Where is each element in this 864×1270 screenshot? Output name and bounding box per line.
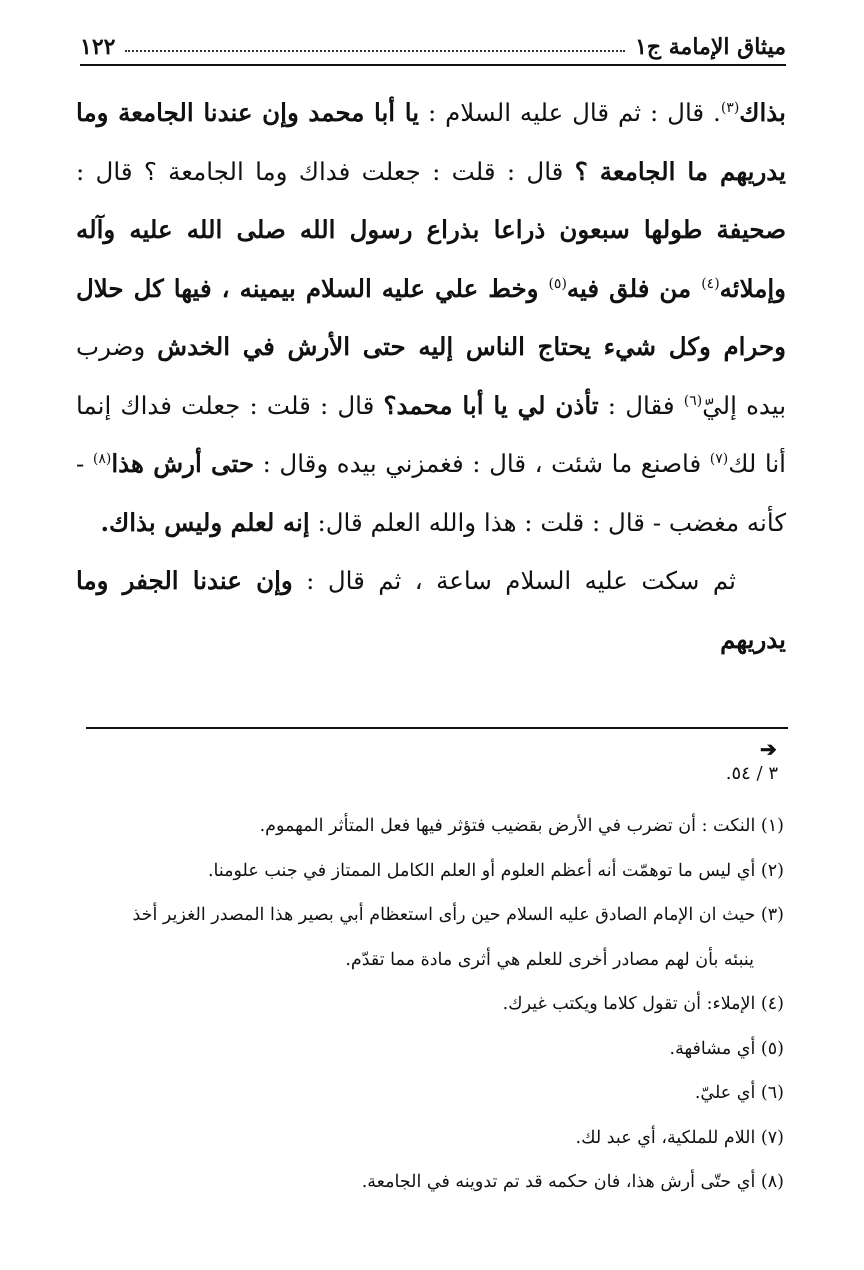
footnote-4: (٤) الإملاء: أن تقول كلاما ويكتب غيرك.	[502, 994, 784, 1014]
continuation-arrow-icon: ➔	[760, 737, 777, 761]
footnote-5: (٥) أي مشافهة.	[669, 1038, 784, 1059]
page-number: ١٢٢	[80, 34, 116, 60]
footnote-ref: (٥)	[548, 275, 567, 292]
quote-run: حتى أرش هذا	[111, 449, 255, 478]
continued-footnote: ٣ / ٥٤.	[725, 763, 778, 784]
footnote-2: (٢) أي ليس ما توهمّت أنه أعظم العلوم أو العلم الكامل الممتاز في جنب علومنا.	[207, 860, 784, 881]
footnote-3: (٣) حيث ان الإمام الصادق عليه السلام حين رأى استعظام أبي بصير هذا المصدر الغزير أخذ	[132, 905, 784, 925]
text-run: قال : قلت : جعلت فداك إنما أنا لك	[76, 390, 786, 478]
footnote-ref: (٨)	[92, 450, 112, 467]
quote-run: صحيفة طولها سبعون ذراعا بذراع رسول الله صلى الله عليه وآله وإملائه	[76, 215, 786, 303]
text-run: فقال :	[598, 390, 684, 420]
text-run: قال : قلت : جعلت فداك وما الجامعة ؟ قال :	[76, 156, 575, 186]
text-run: وضرب بيده إليّ	[76, 332, 787, 420]
quote-run: وخط علي عليه السلام بيمينه ، فيها كل حلال وحرام وكل شيء يحتاج الناس إليه حتى الأرش في الخدش	[76, 273, 786, 361]
header-dot-leader	[125, 42, 625, 52]
footnote-ref: (٣)	[720, 99, 740, 116]
book-title: ميثاق الإمامة ج١	[635, 34, 786, 60]
text-run: - كأنه مغضب - قال : قلت : هذا والله العلم قال:	[76, 449, 786, 537]
quote-run: يا أبا محمد وإن عندنا الجامعة وما يدريهم ما الجامعة ؟	[76, 98, 786, 186]
quote-run: وإن عندنا الجفر وما يدريهم	[76, 566, 786, 654]
text-run: . قال : ثم قال عليه السلام :	[419, 98, 721, 127]
footnote-ref: (٧)	[709, 450, 729, 467]
footnote-6: (٦) أي عليّ.	[694, 1083, 784, 1103]
footnote-ref: (٤)	[701, 275, 720, 292]
text-run: بذاك	[739, 98, 786, 127]
text-run: ثم سكت عليه السلام ساعة ، ثم قال :	[292, 566, 736, 595]
running-header	[80, 30, 786, 66]
footnote-separator	[86, 727, 788, 729]
footnote-ref: (٦)	[683, 392, 703, 409]
footnote-3-continued: ينبئه بأن لهم مصادر أخرى للعلم هي أثرى مادة مما تقدّم.	[345, 949, 754, 970]
paragraph-1	[76, 84, 786, 552]
footnotes	[76, 804, 784, 1205]
footnote-8: (٨) أي حتّى أرش هذا، فان حكمه قد تم تدوينه في الجامعة.	[361, 1172, 784, 1192]
quote-run: تأذن لي يا أبا محمد؟	[383, 390, 599, 420]
paragraph-2	[76, 552, 786, 669]
quote-run: من فلق فيه	[566, 273, 702, 303]
quote-run: إنه لعلم وليس بذاك.	[100, 507, 310, 537]
text-run: فاصنع ما شئت ، قال : فغمزني بيده وقال :	[254, 449, 710, 478]
footnote-1: (١) النكت : أن تضرب في الأرض بقضيب فتؤثر فيها فعل المتأثر المهموم.	[259, 816, 784, 836]
main-text	[76, 84, 786, 669]
footnote-7: (٧) اللام للملكية، أي عبد لك.	[575, 1127, 784, 1148]
